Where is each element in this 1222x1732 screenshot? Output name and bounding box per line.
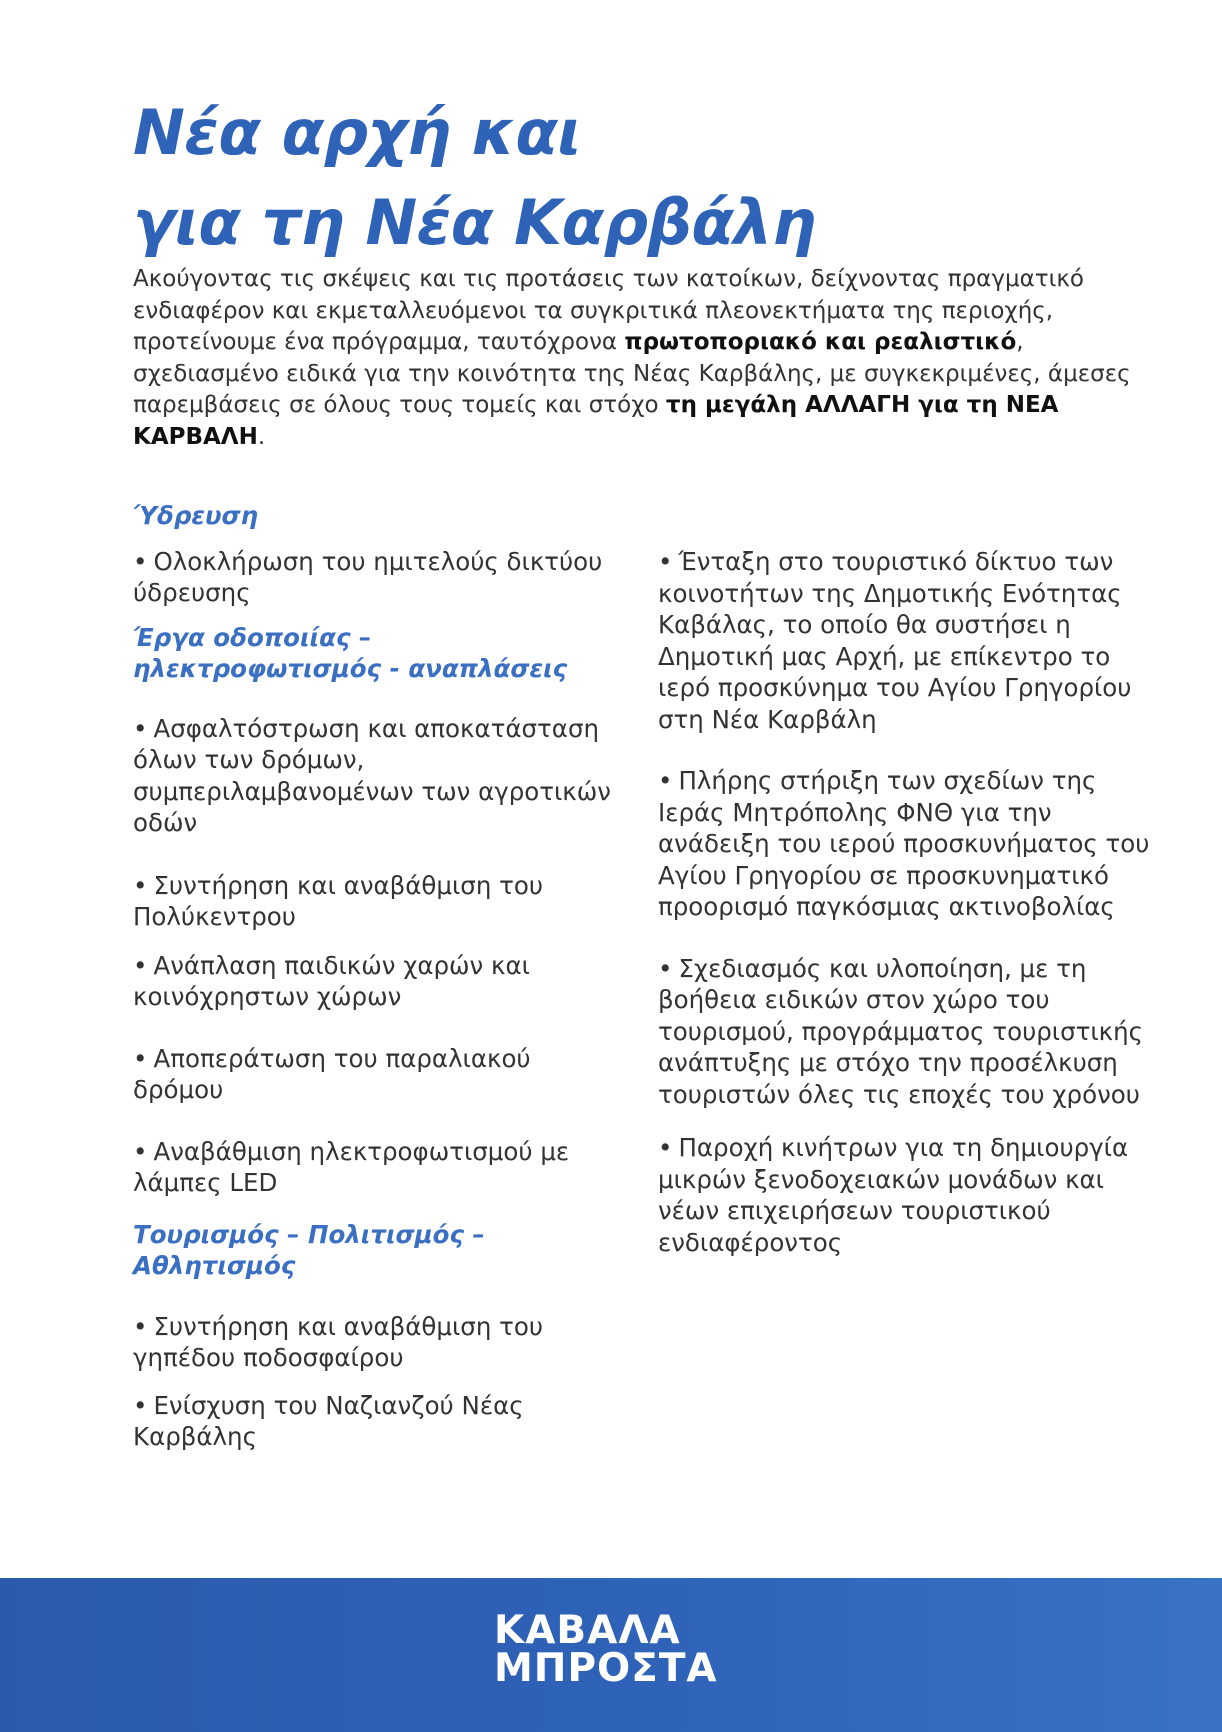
list-item <box>133 870 613 933</box>
logo-line-1: ΚΑΒΑΛΑ <box>494 1608 681 1653</box>
bullet-icon: • <box>658 953 673 983</box>
logo-line-2: ΜΠΡΟΣΤΑ <box>494 1646 718 1691</box>
bullet-icon: • <box>658 547 673 576</box>
bullet-icon: • <box>658 1133 673 1162</box>
list-item-text: Σχεδιασμός και υλοποίηση, με τη βοήθεια ειδικών στον χώρο του τουρισμού, προγράμματος τουριστικής ανάπτυξης με στόχο την προσέλκυση τουριστών όλες τις εποχές του χρόνου <box>658 953 1144 1109</box>
title-line-1: Νέα αρχή και <box>133 96 582 169</box>
list-item-text: Αναβάθμιση ηλεκτροφωτισμού με λάμπες LED <box>133 1136 570 1197</box>
section-heading-water: Ύδρευση <box>133 501 259 530</box>
right-column <box>658 546 1158 1258</box>
bullet-icon: • <box>133 1136 148 1166</box>
bullet-icon: • <box>658 766 673 795</box>
list-item-text: Παροχή κινήτρων για τη δημιουργία μικρών ξενοδοχειακών μονάδων και νέων επιχειρήσεων τουριστικού ενδιαφέροντος <box>658 1133 1129 1257</box>
page-title <box>133 88 816 268</box>
intro-text-2: , σχεδιασμένο ειδικά για την κοινότητα της Νέας Καρβάλης, με συγκεκριμένες, άμεσες παρεμβάσεις σε όλους τους τομείς και στόχο <box>133 329 1131 418</box>
bullet-icon: • <box>133 870 148 900</box>
brand-logo <box>494 1608 718 1691</box>
list-item-text: Ένταξη στο τουριστικό δίκτυο των κοινοτήτων της Δημοτικής Ενότητας Καβάλας, το οποίο θα συστήσει η Δημοτική μας Αρχή, με επίκεντρο το ιερό προσκύνημα του Αγίου Γρηγορίου στη Νέα Καρβάλη <box>658 547 1132 734</box>
intro-bold-1: πρωτοποριακό και ρεαλιστικό <box>624 329 1017 355</box>
intro-text-3: . <box>257 423 266 450</box>
list-item <box>658 765 1158 923</box>
list-item-text: Ολοκλήρωση του ημιτελούς δικτύου ύδρευσης <box>133 546 603 607</box>
list-item <box>133 1136 613 1199</box>
intro-text-1: Ακούγοντας τις σκέψεις και τις προτάσεις των κατοίκων, δείχνοντας πραγματικό ενδιαφέρον και εκμεταλλευόμενοι τα συγκριτικά πλεονεκτήματα της περιοχής, προτείνουμε ένα πρόγραμμα, ταυτόχρονα <box>133 266 1084 355</box>
list-item-text: Αποπεράτωση του παραλιακού δρόμου <box>133 1043 531 1104</box>
list-item-text: Συντήρηση και αναβάθμιση του γηπέδου ποδοσφαίρου <box>133 1311 544 1372</box>
bullet-icon: • <box>133 546 148 576</box>
list-item <box>133 1043 613 1106</box>
intro-paragraph <box>133 264 1133 453</box>
left-column <box>133 500 613 1453</box>
bullet-icon: • <box>133 1043 148 1073</box>
list-item <box>133 546 613 609</box>
list-item-text: Συντήρηση και αναβάθμιση του Πολύκεντρου <box>133 870 544 931</box>
list-item <box>133 1390 613 1453</box>
bullet-icon: • <box>133 713 148 743</box>
list-item <box>658 1132 1158 1258</box>
list-item-text: Ανάπλαση παιδικών χαρών και κοινόχρηστων χώρων <box>133 950 530 1011</box>
list-item-text: Ασφαλτόστρωση και αποκατάσταση όλων των δρόμων, συμπεριλαμβανομένων των αγροτικών οδών <box>133 713 611 837</box>
list-item-text: Ενίσχυση του Ναζιανζού Νέας Καρβάλης <box>133 1390 524 1451</box>
bullet-icon: • <box>133 1390 148 1420</box>
footer-band <box>0 1578 1222 1732</box>
bullet-icon: • <box>133 950 148 980</box>
list-item <box>133 713 613 839</box>
list-item-text: Πλήρης στήριξη των σχεδίων της Ιεράς Μητρόπολης ΦΝΘ για την ανάδειξη του ιερού προσκυνήματος του Αγίου Γρηγορίου σε προσκυνηματικό προορισμό παγκόσμιας ακτινοβολίας <box>658 766 1150 921</box>
list-item <box>658 546 1158 735</box>
intro-bold-2: τη μεγάλη ΑΛΛΑΓΗ για τη ΝΕΑ ΚΑΡΒΑΛΗ <box>133 392 1059 450</box>
title-line-2: για τη Νέα Καρβάλη <box>133 186 816 259</box>
section-heading-tourism: Τουρισμός – Πολιτισμός – Αθλητισμός <box>133 1219 485 1280</box>
list-item <box>133 1311 613 1374</box>
list-item <box>133 950 613 1013</box>
bullet-icon: • <box>133 1311 148 1341</box>
section-heading-roads: Έργα οδοποιίας – ηλεκτροφωτισμός - αναπλάσεις <box>133 622 568 683</box>
list-item <box>658 953 1158 1111</box>
